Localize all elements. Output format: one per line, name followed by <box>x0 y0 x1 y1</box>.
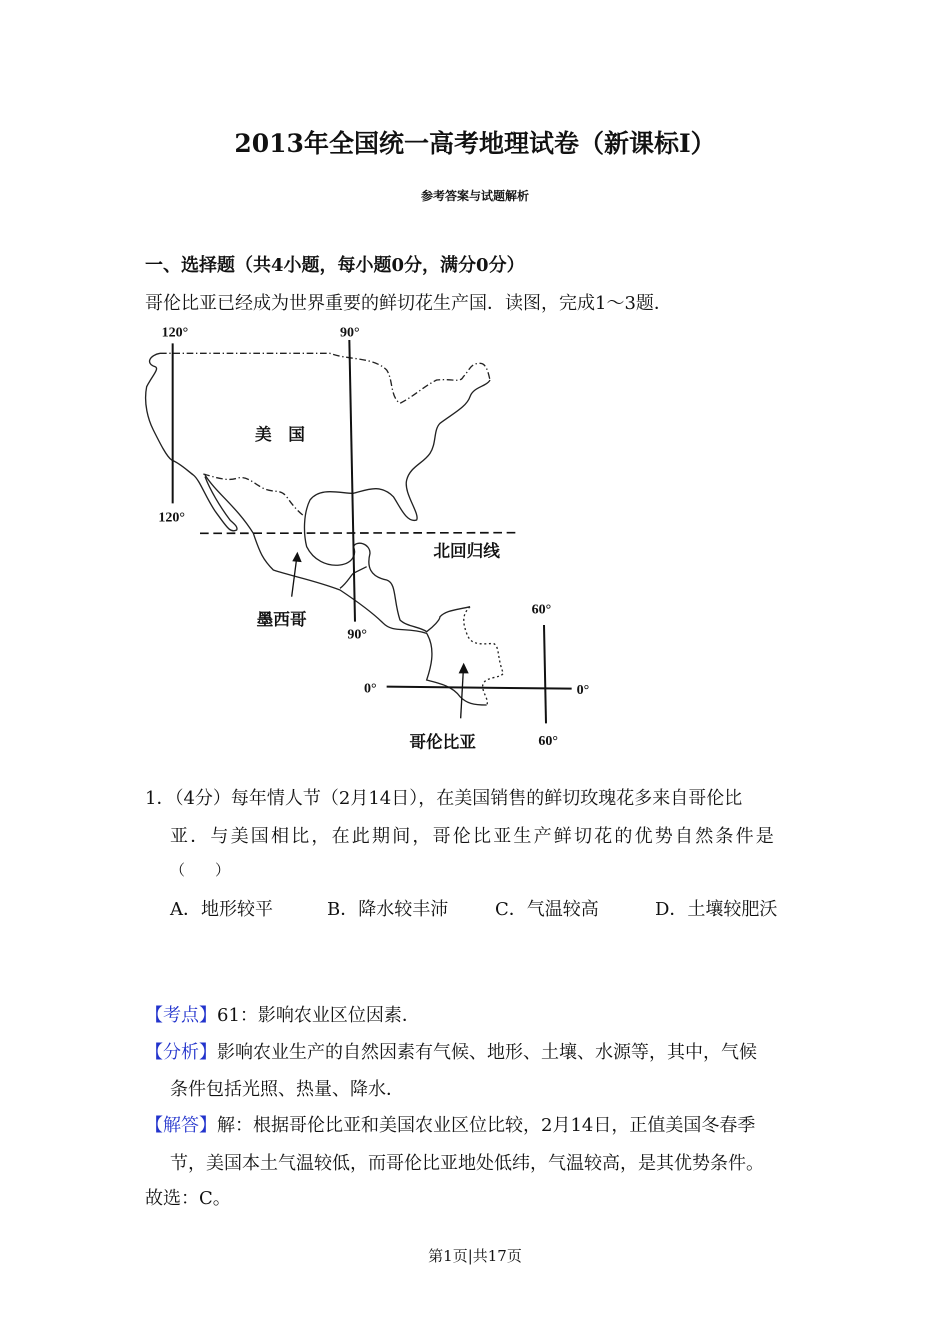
question-line-3: （ ） <box>170 861 231 879</box>
option-d: D．土壤较肥沃 <box>655 899 778 920</box>
pacific-coast <box>205 475 487 705</box>
us-mexico-border <box>203 474 305 517</box>
option-b: B．降水较丰沛 <box>327 899 449 920</box>
label-eq-left: 0° <box>364 681 377 697</box>
jieda-tag: 【解答】 <box>145 1115 217 1136</box>
question-line-1: 1．（4分）每年情人节（2月14日），在美国销售的鲜切玫瑰花多来自哥伦比 <box>145 788 743 809</box>
meridian-90 <box>349 340 355 622</box>
jieda-row <box>145 1111 755 1137</box>
colombia-border <box>464 607 504 705</box>
jieda-text: 解：根据哥伦比亚和美国农业区位比较，2月14日，正值美国冬春季 <box>217 1115 756 1136</box>
answer-text: 故选：C。 <box>145 1188 231 1209</box>
fenxi-text-2: 条件包括光照、热量、降水． <box>170 1079 404 1100</box>
intro-text: 哥伦比亚已经成为世界重要的鲜切花生产国．读图，完成1～3题． <box>145 293 672 314</box>
equator <box>387 687 572 689</box>
kaodian-text: 61：影响农业区位因素． <box>217 1005 420 1026</box>
option-a: A．地形较平 <box>170 899 273 920</box>
map-figure <box>140 320 610 760</box>
label-eq-right: 0° <box>576 683 590 698</box>
label-120-top: 120° <box>161 325 189 341</box>
kaodian-row <box>145 1001 420 1027</box>
meridian-60 <box>544 625 546 723</box>
fenxi-tag: 【分析】 <box>145 1042 217 1063</box>
fenxi-text: 影响农业生产的自然因素有气候、地形、土壤、水源等，其中，气候 <box>217 1042 757 1063</box>
east-coast <box>304 380 490 632</box>
label-60-bottom: 60° <box>538 734 558 749</box>
tropic-of-cancer <box>200 533 520 534</box>
label-60-top: 60° <box>531 602 552 618</box>
label-mexico: 墨西哥 <box>256 610 307 629</box>
label-90-bottom: 90° <box>347 627 367 643</box>
label-colombia: 哥伦比亚 <box>409 732 476 752</box>
section-heading: 一、选择题（共4小题，每小题0分，满分0分） <box>145 255 525 276</box>
west-coast <box>146 353 237 531</box>
us-canada-border <box>160 353 490 403</box>
question-line-2: 亚．与美国相比，在此期间，哥伦比亚生产鲜切花的优势自然条件是 <box>170 826 776 847</box>
label-usa: 美 国 <box>255 425 305 444</box>
jieda-text-2: 节，美国本土气温较低，而哥伦比亚地处低纬，气温较高，是其优势条件。 <box>170 1153 764 1174</box>
page-title: 2013年全国统一高考地理试卷（新课标Ⅰ） <box>234 129 716 158</box>
option-c: C．气温较高 <box>495 899 599 920</box>
fenxi-row <box>145 1038 757 1064</box>
label-120-bottom: 120° <box>158 510 185 526</box>
kaodian-tag: 【考点】 <box>145 1005 217 1026</box>
label-90-top: 90° <box>340 325 360 341</box>
page-subtitle: 参考答案与试题解析 <box>420 189 529 203</box>
page-footer: 第1页|共17页 <box>428 1247 522 1265</box>
label-tropic: 北回归线 <box>433 541 500 561</box>
